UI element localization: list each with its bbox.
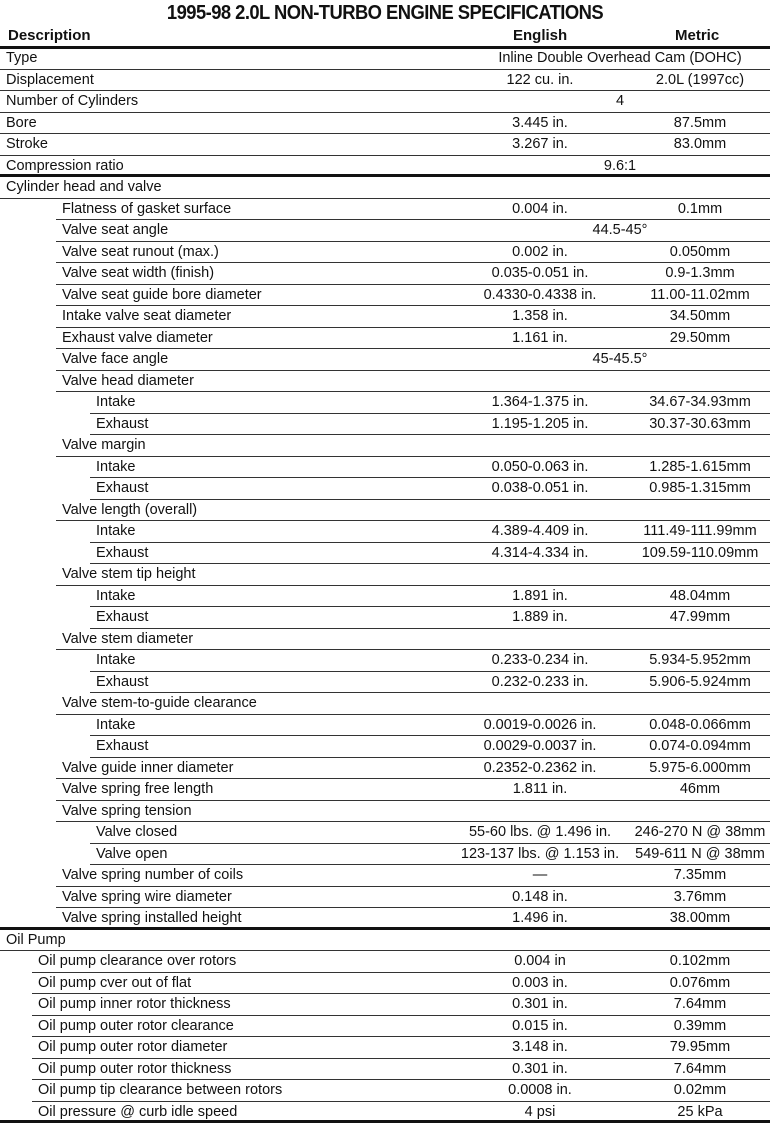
row-description: Intake: [96, 394, 136, 410]
table-row: [0, 48, 770, 70]
row-english: 4 psi: [524, 1103, 556, 1120]
row-description: Oil pump inner rotor thickness: [38, 996, 231, 1012]
table-row: [0, 629, 770, 651]
row-metric: 29.50mm: [669, 329, 731, 346]
table-row: [0, 543, 770, 565]
table-row: [0, 887, 770, 909]
row-english: 123-137 lbs. @ 1.153 in.: [460, 845, 620, 862]
row-english: 1.891 in.: [512, 587, 568, 604]
table-row: [0, 607, 770, 629]
table-row: [0, 1037, 770, 1059]
table-row: [0, 328, 770, 350]
row-english: 1.496 in.: [512, 910, 568, 926]
row-description: Oil pressure @ curb idle speed: [38, 1103, 238, 1120]
table-row: [0, 349, 770, 371]
table-row: [0, 951, 770, 973]
row-description: Exhaust: [96, 480, 149, 496]
row-metric: 111.49-111.99mm: [643, 523, 757, 539]
row-description: Flatness of gasket surface: [62, 200, 232, 217]
table-row: [0, 715, 770, 737]
row-metric: 0.985-1.315mm: [649, 480, 751, 496]
row-description: Valve face angle: [62, 351, 169, 367]
table-row: [0, 435, 770, 457]
row-description: Valve head diameter: [62, 372, 194, 389]
row-description: Valve seat guide bore diameter: [62, 286, 262, 303]
row-metric: 246-270 N @ 38mm: [634, 824, 766, 840]
row-metric: 0.074-0.094mm: [649, 738, 751, 754]
row-english: 55-60 lbs. @ 1.496 in.: [468, 824, 612, 840]
row-metric: 0.050mm: [669, 243, 731, 260]
row-metric: 0.048-0.066mm: [649, 716, 751, 733]
row-english: 3.267 in.: [512, 136, 568, 152]
row-description: Valve spring tension: [62, 802, 192, 819]
row-description: Type: [6, 50, 38, 66]
row-english: 0.050-0.063 in.: [491, 458, 589, 475]
row-metric: 5.975-6.000mm: [649, 759, 751, 776]
row-description: Displacement: [6, 71, 94, 88]
row-metric: 109.59-110.09mm: [641, 544, 759, 561]
row-metric: 87.5mm: [673, 114, 727, 131]
page-title: 1995-98 2.0L NON-TURBO ENGINE SPECIFICATIONS: [166, 2, 604, 24]
row-description: Valve seat width (finish): [62, 265, 215, 281]
row-description: Oil pump cver out of flat: [38, 974, 192, 991]
table-row: [0, 414, 770, 436]
row-description: Intake: [96, 458, 136, 475]
row-description: Valve seat angle: [62, 222, 169, 238]
spec-table: [0, 48, 770, 1123]
row-metric: 34.50mm: [669, 308, 731, 324]
table-row: [0, 220, 770, 242]
row-description: Oil pump tip clearance between rotors: [38, 1082, 283, 1098]
table-row: [0, 478, 770, 500]
row-description: Intake: [96, 523, 136, 539]
row-english: 0.233-0.234 in.: [491, 652, 589, 668]
row-value: Inline Double Overhead Cam (DOHC): [498, 50, 742, 66]
table-row: [0, 865, 770, 887]
row-english: 1.889 in.: [512, 609, 568, 625]
row-english: 4.314-4.334 in.: [491, 544, 589, 561]
row-english: 0.0019-0.0026 in.: [483, 716, 597, 733]
row-metric: 1.285-1.615mm: [649, 458, 751, 475]
row-metric: 30.37-30.63mm: [649, 415, 751, 432]
row-description: Cylinder head and valve: [6, 179, 162, 195]
row-value: 9.6:1: [603, 157, 637, 174]
row-metric: 7.35mm: [673, 867, 727, 883]
row-english: 1.358 in.: [512, 308, 568, 324]
row-metric: 0.39mm: [673, 1017, 727, 1034]
table-row: [0, 758, 770, 780]
row-description: Valve spring installed height: [62, 910, 242, 926]
row-english: 1.811 in.: [512, 781, 568, 797]
table-row: [0, 521, 770, 543]
row-english: 0.2352-0.2362 in.: [483, 759, 597, 776]
row-description: Exhaust: [96, 673, 149, 690]
table-row: [0, 242, 770, 264]
row-description: Valve stem-to-guide clearance: [62, 695, 257, 711]
table-row: [0, 736, 770, 758]
row-description: Valve stem diameter: [62, 630, 194, 647]
row-description: Valve open: [96, 845, 168, 862]
row-description: Oil pump outer rotor clearance: [38, 1017, 234, 1034]
table-row: [0, 371, 770, 393]
table-row: [0, 1059, 770, 1081]
row-description: Valve guide inner diameter: [62, 759, 234, 776]
table-row: [0, 564, 770, 586]
row-description: Oil pump clearance over rotors: [38, 953, 237, 969]
table-row: [0, 908, 770, 930]
row-metric: 0.076mm: [669, 974, 731, 991]
row-description: Valve seat runout (max.): [62, 243, 219, 260]
table-row: [0, 930, 770, 952]
row-english: 0.301 in.: [512, 996, 568, 1012]
table-row: [0, 285, 770, 307]
row-metric: 38.00mm: [669, 910, 731, 926]
table-row: [0, 263, 770, 285]
table-row: [0, 199, 770, 221]
row-metric: 0.1mm: [677, 200, 723, 217]
row-description: Intake valve seat diameter: [62, 308, 232, 324]
header-metric: Metric: [675, 27, 720, 44]
table-row: [0, 457, 770, 479]
table-row: [0, 1016, 770, 1038]
row-metric: 5.906-5.924mm: [649, 673, 751, 690]
row-metric: 46mm: [679, 781, 721, 797]
row-metric: 34.67-34.93mm: [649, 394, 751, 410]
row-description: Valve spring number of coils: [62, 867, 244, 883]
table-row: [0, 973, 770, 995]
table-row: [0, 156, 770, 178]
row-description: Exhaust: [96, 544, 149, 561]
row-english: 0.301 in.: [512, 1060, 568, 1077]
row-english: 4.389-4.409 in.: [491, 523, 589, 539]
row-description: Valve margin: [62, 437, 146, 453]
row-value: 44.5-45°: [592, 222, 648, 238]
row-metric: 3.76mm: [673, 888, 727, 905]
row-english: 0.0029-0.0037 in.: [483, 738, 597, 754]
table-row: [0, 650, 770, 672]
row-english: 3.445 in.: [512, 114, 568, 131]
row-english: 0.002 in.: [512, 243, 568, 260]
row-metric: 2.0L (1997cc): [655, 71, 745, 88]
row-value: 45-45.5°: [592, 351, 648, 367]
row-english: 1.161 in.: [512, 329, 568, 346]
row-english: 122 cu. in.: [506, 71, 574, 88]
row-english: 1.364-1.375 in.: [491, 394, 589, 410]
table-row: [0, 779, 770, 801]
row-metric: 7.64mm: [673, 1060, 727, 1077]
header-english: English: [513, 27, 568, 44]
row-description: Number of Cylinders: [6, 93, 139, 109]
row-description: Oil pump outer rotor diameter: [38, 1039, 228, 1055]
row-english: 1.195-1.205 in.: [491, 415, 589, 432]
table-row: [0, 70, 770, 92]
row-metric: 47.99mm: [669, 609, 731, 625]
row-english: 3.148 in.: [512, 1039, 568, 1055]
row-metric: 549-611 N @ 38mm: [635, 845, 765, 862]
row-english: 0.035-0.051 in.: [491, 265, 589, 281]
table-row: [0, 306, 770, 328]
row-english: 0.015 in.: [512, 1017, 568, 1034]
row-description: Valve stem tip height: [62, 566, 196, 582]
row-english: 0.003 in.: [512, 974, 568, 991]
table-row: [0, 392, 770, 414]
row-metric: 48.04mm: [669, 587, 731, 604]
row-metric: 25 kPa: [677, 1103, 723, 1120]
row-metric: 5.934-5.952mm: [649, 652, 751, 668]
table-row: [0, 844, 770, 866]
row-metric: 11.00-11.02mm: [650, 286, 750, 303]
row-english: —: [532, 867, 548, 883]
row-description: Oil pump outer rotor thickness: [38, 1060, 232, 1077]
row-english: 0.004 in: [514, 953, 566, 969]
row-metric: 0.9-1.3mm: [665, 265, 735, 281]
row-english: 0.4330-0.4338 in.: [483, 286, 597, 303]
row-divider: [0, 1120, 770, 1123]
row-english: 0.038-0.051 in.: [491, 480, 589, 496]
row-english: 0.004 in.: [512, 200, 568, 217]
row-description: Valve closed: [96, 824, 178, 840]
row-metric: 7.64mm: [673, 996, 727, 1012]
table-row: [0, 801, 770, 823]
row-description: Intake: [96, 587, 136, 604]
row-description: Exhaust: [96, 738, 149, 754]
header-description: Description: [8, 27, 91, 44]
table-header: [0, 26, 770, 49]
row-description: Valve length (overall): [62, 501, 198, 518]
row-description: Stroke: [6, 136, 48, 152]
table-row: [0, 134, 770, 156]
table-row: [0, 822, 770, 844]
table-row: [0, 1080, 770, 1102]
row-description: Exhaust valve diameter: [62, 329, 213, 346]
row-description: Compression ratio: [6, 157, 124, 174]
row-description: Valve spring wire diameter: [62, 888, 232, 905]
row-description: Oil Pump: [6, 931, 66, 948]
row-english: 0.232-0.233 in.: [491, 673, 589, 690]
table-row: [0, 177, 770, 199]
row-value: 4: [615, 93, 625, 109]
table-row: [0, 91, 770, 113]
row-description: Intake: [96, 716, 136, 733]
table-row: [0, 994, 770, 1016]
row-english: 0.0008 in.: [508, 1082, 572, 1098]
row-english: 0.148 in.: [512, 888, 568, 905]
table-row: [0, 500, 770, 522]
table-row: [0, 113, 770, 135]
table-row: [0, 1102, 770, 1124]
row-description: Exhaust: [96, 415, 149, 432]
row-metric: 0.02mm: [673, 1082, 727, 1098]
table-row: [0, 672, 770, 694]
table-row: [0, 693, 770, 715]
row-description: Intake: [96, 652, 136, 668]
row-description: Exhaust: [96, 609, 149, 625]
row-metric: 0.102mm: [669, 953, 731, 969]
row-description: Valve spring free length: [62, 781, 214, 797]
row-metric: 79.95mm: [669, 1039, 731, 1055]
table-row: [0, 586, 770, 608]
row-description: Bore: [6, 114, 37, 131]
row-metric: 83.0mm: [673, 136, 727, 152]
